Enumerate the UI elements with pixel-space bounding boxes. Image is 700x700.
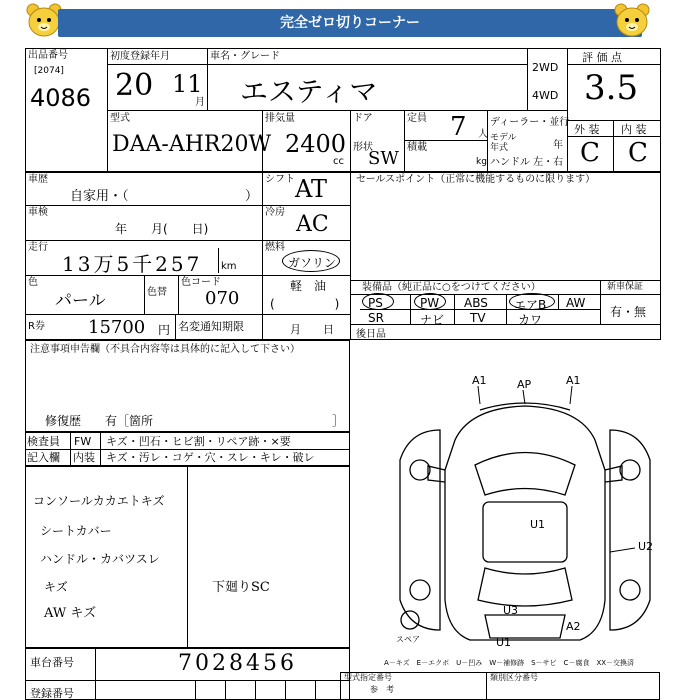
note-aw-scratch: AW キズ [44,606,97,621]
dealer-label: ディーラー・並行 [490,117,570,128]
capacity-value: 7 [450,112,467,142]
registration-year: 20 [115,68,154,103]
color-value: パール [55,291,106,311]
fuel-value: ガソリン [288,256,337,270]
repair-history-close: ］ [332,414,345,428]
inspector-label-2: 記入欄 [27,451,60,464]
mark-u3: U3 [503,604,519,617]
vehicle-damage-diagram [380,370,670,670]
model-type-label: 型式 [110,113,130,124]
shift-value: AT [295,175,328,203]
shape-value: SW [368,148,399,169]
registration-month: 11 [172,70,203,98]
pw-circle-mark [414,293,446,310]
mileage-unit: km [221,261,237,272]
equipment-pw: PW [420,296,440,310]
later-items-label: 後日品 [356,329,386,340]
recycle-unit: 円 [158,323,171,337]
color-label: 色 [28,277,38,288]
registration-number-label: 登録番号 [30,687,74,700]
equipment-leather: カワ [518,313,543,327]
bear-mascot-right-icon [612,2,652,40]
equipment-aw: AW [566,296,586,310]
handle-label: ハンドル 左・右 [490,157,564,168]
score-label: 評 価 点 [582,51,622,64]
ps-circle-mark [362,293,394,310]
car-name-label: 車名・グレード [210,51,280,62]
inspection-value: 年 月( 日) [115,222,209,236]
load-unit: kg [476,157,487,167]
note-seat-cover: シートカバー [40,524,112,538]
model-type-value: DAA-AHR20W [112,132,272,157]
inspector-label-1: 検査員 [27,435,60,448]
interior-check-items: キズ・汚レ・コゲ・穴・スレ・キレ・破レ [106,451,315,464]
reference-label: 参 考 [370,685,394,694]
new-car-warranty-value: 有・無 [610,305,647,319]
color-change-label: 色替 [147,287,167,298]
exterior-grade: C [580,138,600,168]
page-title: 完全ゼロ切りコーナー [58,9,642,37]
displacement-unit: cc [333,156,344,167]
model-year-label-2: 年式 [490,143,509,153]
fuel-other-option: 軽 油 [290,279,327,293]
equipment-abs: ABS [464,296,488,310]
equipment-sr: SR [368,311,384,325]
drive-2wd-label: 2WD [532,61,559,74]
recycle-value: 15700 [88,317,146,338]
equipment-tv: TV [470,311,486,325]
displacement-label: 排気量 [265,113,295,124]
fuel-label: 燃料 [265,242,285,253]
note-scratch: キズ [44,580,68,594]
capacity-unit: 人 [478,129,488,140]
equipment-label: 装備品（純正品に○をつけてください） [362,282,541,293]
mark-a2: A2 [566,620,581,633]
equipment-airbag: エアB [514,298,547,312]
mark-ap: AP [517,378,532,391]
first-registration-label: 初度登録年月 [110,51,170,62]
displacement-value: 2400 [285,130,347,158]
shift-label: シフト [265,174,295,185]
tax-deadline-label: 名変通知期限 [178,320,244,333]
type-designation-label: 型式指定番号 [344,673,392,682]
airbag-circle-mark [509,293,555,310]
car-name-value: エスティマ [240,75,378,108]
damage-legend: A－キズ E－エクボ U－凹み W－補修跡 S－サビ C－腐食 XX－交換済 [384,659,635,667]
category-number-label: 類別区分番号 [490,673,538,682]
history-close: ） [245,189,259,204]
equipment-ps: PS [368,296,383,310]
score-value: 3.5 [584,68,639,108]
capacity-label: 定員 [407,113,427,124]
note-underbody: 下廻りSC [212,580,270,595]
ac-label: 冷房 [265,207,285,218]
sales-point-label: セールスポイント（正常に機能するものに限ります） [356,174,596,185]
door-label: ドア [353,113,373,124]
history-label: 車歴 [28,174,48,185]
lot-number-label: 出品番号 [28,50,68,61]
recycle-label: R券 [28,321,45,332]
exterior-label: 外 装 [574,123,600,136]
interior-check-label: 内装 [73,451,95,464]
mark-a1-right: A1 [566,374,581,387]
interior-grade: C [628,138,648,168]
model-year-unit: 年 [553,140,563,151]
mark-u1-center: U1 [530,518,546,531]
ac-value: AC [296,212,329,237]
fw-check-items: キズ・凹石・ヒビ割・リペア跡・×要 [106,435,291,448]
fw-label: FW [74,435,92,448]
note-console: コンソールカカエトキズ [33,494,165,508]
inspection-label: 車検 [28,207,48,218]
history-value: 自家用・（ [70,189,129,204]
repair-history-label: 修復歴 有［箇所 [45,414,154,428]
mark-a1-left: A1 [472,374,487,387]
chassis-number-label: 車台番号 [30,656,74,669]
fuel-paren: ( ) [270,297,340,311]
load-label: 積載 [407,142,427,153]
chassis-number-value: 7028456 [178,651,297,676]
lot-number-value: 4086 [30,84,92,112]
notes-label: 注意事項申告欄（不具合内容等は具体的に記入して下さい） [30,344,300,355]
mileage-value: 13万5千257 [62,252,203,276]
mileage-label: 走行 [28,242,48,253]
new-car-warranty-label: 新車保証 [607,282,644,292]
note-handle: ハンドル・カバツスレ [40,552,160,566]
mark-u1-rear: U1 [496,636,512,649]
spare-label: スペア [396,635,420,644]
color-code-label: 色コード [181,277,221,288]
mark-u2: U2 [638,540,654,553]
lot-sub-number: [2074] [34,66,64,76]
equipment-navi: ナビ [420,313,445,327]
color-code-value: 070 [205,288,240,309]
drive-4wd-label: 4WD [532,89,559,102]
shape-label: 形状 [353,142,373,153]
month-unit: 月 [195,97,205,108]
model-year-label: モデル [490,133,517,143]
interior-label: 内 装 [621,123,647,136]
tax-deadline-value: 月 日 [290,323,334,336]
